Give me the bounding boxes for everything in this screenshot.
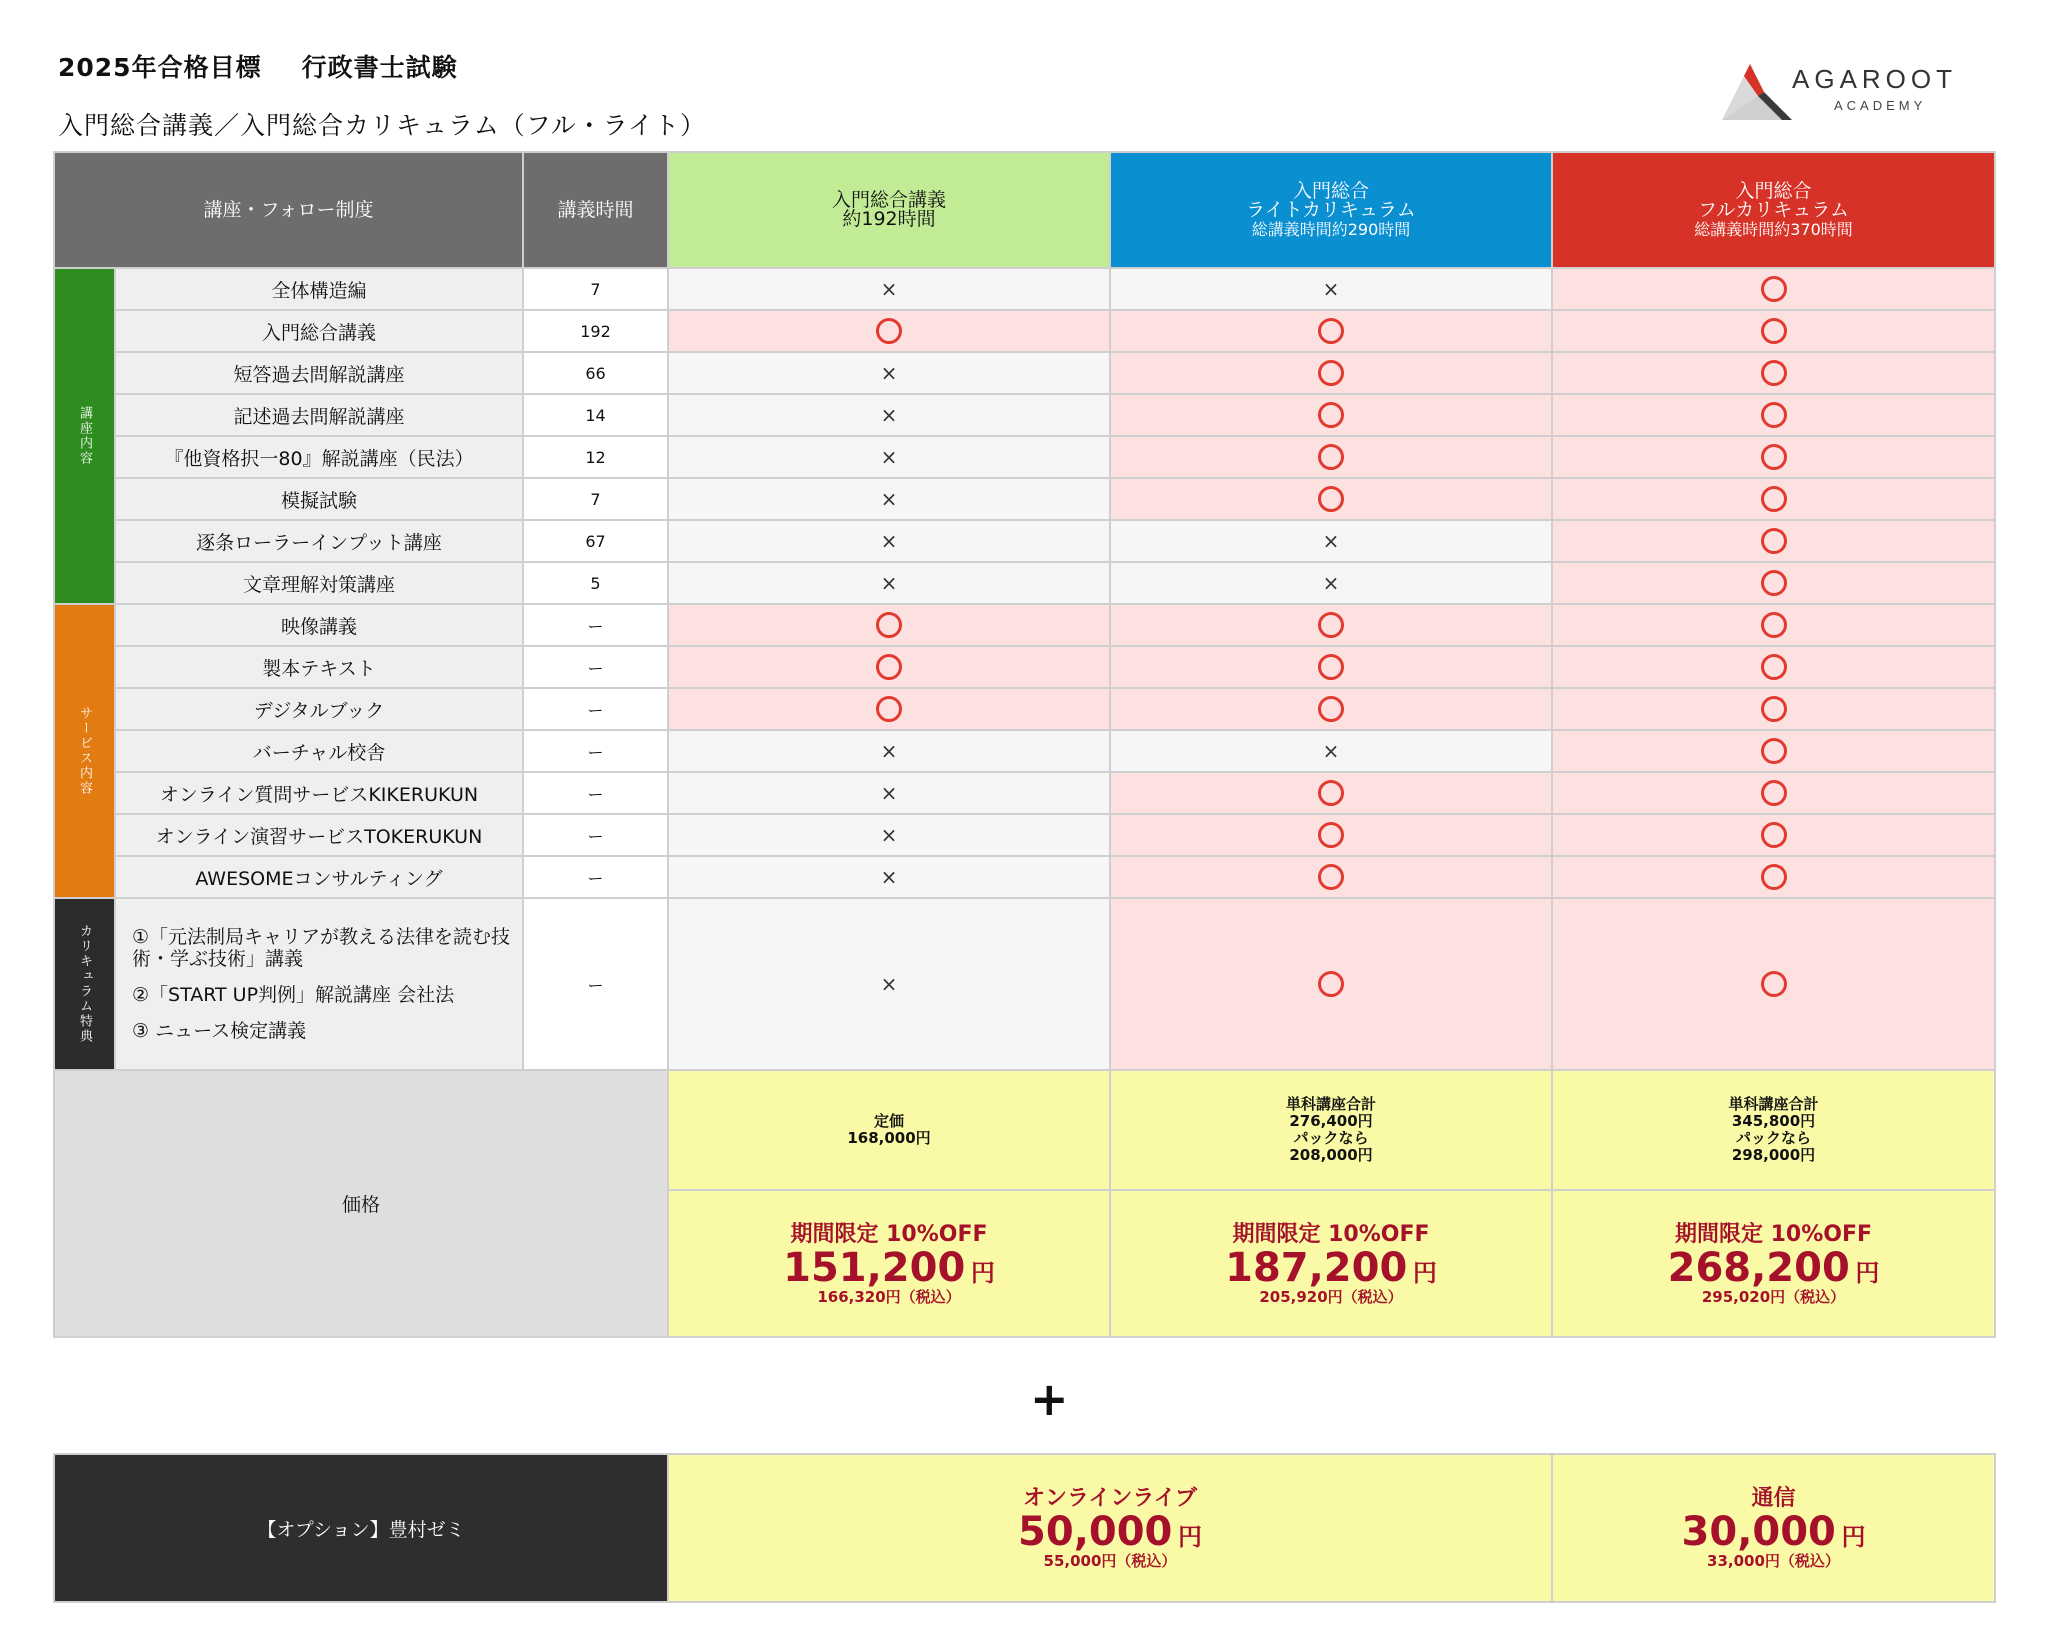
list-price-line: 345,800円 (1731, 1112, 1816, 1130)
included-cell (1552, 268, 1995, 310)
plan-header-full (1552, 152, 1995, 268)
yen-unit: 円 (1841, 1523, 1866, 1551)
row-hours: 5 (523, 562, 668, 604)
included-cell (1110, 394, 1552, 436)
logo-mark-icon (1722, 60, 1794, 122)
circle-check-icon (1761, 360, 1787, 386)
plan-name: 入門総合講義 (831, 189, 946, 211)
circle-check-icon (1318, 486, 1344, 512)
excluded-cell: × (668, 352, 1110, 394)
circle-check-icon (1761, 444, 1787, 470)
promo-label: 期間限定 10%OFF (1232, 1221, 1430, 1247)
row-label: 逐条ローラーインプット講座 (115, 520, 523, 562)
category-services: サービス内容 (54, 604, 115, 898)
circle-check-icon (1318, 444, 1344, 470)
circle-check-icon (876, 612, 902, 638)
bonus-items (115, 898, 523, 1070)
included-cell (1110, 814, 1552, 856)
promo-price-light (1110, 1190, 1552, 1337)
circle-check-icon (1318, 654, 1344, 680)
table-row (54, 268, 1995, 310)
option-live-name: オンラインライブ (1022, 1486, 1198, 1511)
bonus-item: ②「START UP判例」解説講座 会社法 (132, 984, 455, 1006)
excluded-cell: × (1110, 730, 1552, 772)
option-live (668, 1454, 1552, 1602)
logo-wordmark: AGAROOT (1792, 64, 1958, 94)
row-label: 模擬試験 (115, 478, 523, 520)
row-hours: 7 (523, 268, 668, 310)
bonus-plan-light (1110, 898, 1552, 1070)
row-label: 製本テキスト (115, 646, 523, 688)
option-remote-name: 通信 (1751, 1486, 1796, 1511)
excluded-cell: × (1110, 562, 1552, 604)
excluded-cell: × (668, 730, 1110, 772)
hours-column-header: 講義時間 (523, 152, 668, 268)
excluded-cell: × (668, 436, 1110, 478)
excluded-cell: × (668, 856, 1110, 898)
included-cell (1552, 394, 1995, 436)
table-row (54, 352, 1995, 394)
course-column-header: 講座・フォロー制度 (54, 152, 523, 268)
circle-check-icon (1318, 780, 1344, 806)
promo-tax: 166,320円（税込） (817, 1287, 961, 1306)
price-label: 価格 (54, 1070, 668, 1337)
included-cell (1552, 562, 1995, 604)
bonus-item: ①「元法制局キャリアが教える法律を読む技術・学ぶ技術」講義 (132, 926, 511, 970)
option-live-tax: 55,000円（税込） (1043, 1552, 1177, 1570)
title-year: 2025年合格目標 (58, 53, 262, 82)
circle-check-icon (1318, 971, 1344, 997)
page-subtitle: 入門総合講義／入門総合カリキュラム（フル・ライト） (58, 111, 707, 140)
table-row (54, 646, 1995, 688)
promo-tax: 205,920円（税込） (1259, 1287, 1403, 1306)
table-row (54, 478, 1995, 520)
promo-tax: 295,020円（税込） (1701, 1287, 1846, 1306)
row-label: 『他資格択一80』解説講座（民法） (115, 436, 523, 478)
plan-sub: 約192時間 (842, 208, 936, 230)
circle-check-icon (1318, 402, 1344, 428)
included-cell (1552, 688, 1995, 730)
promo-label: 期間限定 10%OFF (1674, 1221, 1873, 1247)
plan-sub: 総講義時間約290時間 (1251, 219, 1411, 239)
circle-check-icon (1318, 864, 1344, 890)
agaroot-logo (1722, 60, 1982, 126)
table-row (54, 310, 1995, 352)
included-cell (1110, 604, 1552, 646)
list-price-line: 298,000円 (1731, 1146, 1816, 1164)
row-hours: 7 (523, 478, 668, 520)
excluded-cell: × (668, 268, 1110, 310)
yen-unit: 円 (970, 1258, 995, 1287)
table-row (54, 436, 1995, 478)
row-hours: ー (523, 772, 668, 814)
included-cell (1110, 688, 1552, 730)
plan-name: 入門総合 (1292, 179, 1369, 202)
option-remote-tax: 33,000円（税込） (1707, 1552, 1840, 1570)
list-price-basic (668, 1070, 1110, 1190)
included-cell (668, 646, 1110, 688)
included-cell (1110, 646, 1552, 688)
circle-check-icon (1318, 318, 1344, 344)
excluded-cell: × (668, 478, 1110, 520)
option-live-price: 50,000 (1018, 1509, 1173, 1555)
title-exam: 行政書士試験 (301, 53, 458, 82)
circle-check-icon (1318, 360, 1344, 386)
table-row (54, 772, 1995, 814)
included-cell (1552, 604, 1995, 646)
excluded-cell: × (668, 814, 1110, 856)
circle-check-icon (1761, 971, 1787, 997)
included-cell (1552, 646, 1995, 688)
bonus-plan-basic: × (668, 898, 1110, 1070)
row-label: オンライン質問サービスKIKERUKUN (115, 772, 523, 814)
list-price-line: 208,000円 (1289, 1146, 1373, 1164)
included-cell (1110, 352, 1552, 394)
list-price-line: 単科講座合計 (1728, 1095, 1819, 1113)
circle-check-icon (1761, 486, 1787, 512)
circle-check-icon (1761, 864, 1787, 890)
included-cell (1110, 478, 1552, 520)
included-cell (1110, 436, 1552, 478)
category-lectures: 講座内容 (54, 268, 115, 604)
plan-name-line2: フルカリキュラム (1697, 198, 1850, 221)
included-cell (1552, 352, 1995, 394)
yen-unit: 円 (1412, 1258, 1437, 1287)
list-price-line: パックなら (1293, 1129, 1369, 1147)
circle-check-icon (1761, 528, 1787, 554)
circle-check-icon (1761, 822, 1787, 848)
included-cell (1552, 478, 1995, 520)
category-bonus: カリキュラム特典 (54, 898, 115, 1070)
header-row (54, 152, 1995, 268)
included-cell (1110, 772, 1552, 814)
circle-check-icon (1761, 318, 1787, 344)
plan-name-line2: ライトカリキュラム (1246, 198, 1416, 221)
list-price-line: パックなら (1735, 1129, 1811, 1147)
promo-label: 期間限定 10%OFF (790, 1221, 988, 1247)
row-hours: 14 (523, 394, 668, 436)
table-row (54, 562, 1995, 604)
list-price-row (54, 1070, 1995, 1190)
row-hours: ー (523, 688, 668, 730)
row-hours: 66 (523, 352, 668, 394)
included-cell (1552, 856, 1995, 898)
promo-price-basic (668, 1190, 1110, 1337)
list-price-line: 276,400円 (1289, 1112, 1373, 1130)
yen-unit: 円 (1855, 1258, 1880, 1287)
excluded-cell: × (668, 520, 1110, 562)
circle-check-icon (1761, 780, 1787, 806)
table-row (54, 520, 1995, 562)
plus-icon: + (1030, 1372, 1069, 1426)
excluded-cell: × (668, 562, 1110, 604)
row-hours: ー (523, 604, 668, 646)
plan-name: 入門総合 (1735, 179, 1812, 202)
included-cell (1110, 856, 1552, 898)
list-price-line: 単科講座合計 (1285, 1095, 1376, 1113)
row-label: オンライン演習サービスTOKERUKUN (115, 814, 523, 856)
excluded-cell: × (1110, 268, 1552, 310)
table-row (54, 688, 1995, 730)
circle-check-icon (1761, 738, 1787, 764)
included-cell (1552, 436, 1995, 478)
list-price-full (1552, 1070, 1995, 1190)
circle-check-icon (1761, 696, 1787, 722)
included-cell (668, 688, 1110, 730)
row-label: 映像講義 (115, 604, 523, 646)
circle-check-icon (1318, 696, 1344, 722)
included-cell (1110, 310, 1552, 352)
included-cell (1552, 772, 1995, 814)
circle-check-icon (1761, 570, 1787, 596)
promo-price: 268,200 (1667, 1244, 1850, 1291)
excluded-cell: × (668, 394, 1110, 436)
bonus-row (54, 898, 1995, 1070)
included-cell (1552, 310, 1995, 352)
circle-check-icon (876, 318, 902, 344)
included-cell (1552, 520, 1995, 562)
excluded-cell: × (1110, 520, 1552, 562)
circle-check-icon (1318, 612, 1344, 638)
list-price-line: 168,000円 (847, 1129, 931, 1147)
row-hours: ー (523, 730, 668, 772)
promo-price-full (1552, 1190, 1995, 1337)
promo-price: 187,200 (1225, 1244, 1408, 1291)
row-label: AWESOMEコンサルティング (115, 856, 523, 898)
row-label: 文章理解対策講座 (115, 562, 523, 604)
promo-price: 151,200 (783, 1244, 966, 1291)
option-remote-price: 30,000 (1681, 1509, 1836, 1555)
circle-check-icon (1318, 822, 1344, 848)
row-hours: ー (523, 856, 668, 898)
row-hours: 192 (523, 310, 668, 352)
logo-sub: ACADEMY (1834, 98, 1927, 113)
row-hours: 12 (523, 436, 668, 478)
option-remote (1552, 1454, 1995, 1602)
excluded-cell: × (668, 772, 1110, 814)
circle-check-icon (876, 654, 902, 680)
table-row (54, 814, 1995, 856)
option-label: 【オプション】豊村ゼミ (54, 1454, 668, 1602)
circle-check-icon (1761, 654, 1787, 680)
row-label: 記述過去問解説講座 (115, 394, 523, 436)
yen-unit: 円 (1177, 1523, 1202, 1551)
table-row (54, 856, 1995, 898)
bonus-plan-full (1552, 898, 1995, 1070)
row-label: バーチャル校舎 (115, 730, 523, 772)
row-label: 入門総合講義 (115, 310, 523, 352)
row-hours: 67 (523, 520, 668, 562)
row-label: デジタルブック (115, 688, 523, 730)
option-table (53, 1453, 1996, 1603)
row-hours: ー (523, 646, 668, 688)
circle-check-icon (1761, 276, 1787, 302)
table-row (54, 730, 1995, 772)
comparison-table (53, 151, 1996, 1338)
row-hours: ー (523, 814, 668, 856)
list-price-line: 定価 (873, 1112, 904, 1130)
included-cell (668, 310, 1110, 352)
bonus-item: ③ ニュース検定講義 (132, 1020, 307, 1042)
circle-check-icon (876, 696, 902, 722)
included-cell (1552, 814, 1995, 856)
circle-check-icon (1761, 612, 1787, 638)
row-label: 短答過去問解説講座 (115, 352, 523, 394)
plan-header-light (1110, 152, 1552, 268)
table-row (54, 394, 1995, 436)
option-row (54, 1454, 1995, 1602)
included-cell (668, 604, 1110, 646)
table-row (54, 604, 1995, 646)
plan-header-basic (668, 152, 1110, 268)
circle-check-icon (1761, 402, 1787, 428)
row-label: 全体構造編 (115, 268, 523, 310)
bonus-hours: ー (523, 898, 668, 1070)
included-cell (1552, 730, 1995, 772)
plan-sub: 総講義時間約370時間 (1694, 219, 1853, 239)
list-price-light (1110, 1070, 1552, 1190)
page-title (58, 48, 458, 84)
